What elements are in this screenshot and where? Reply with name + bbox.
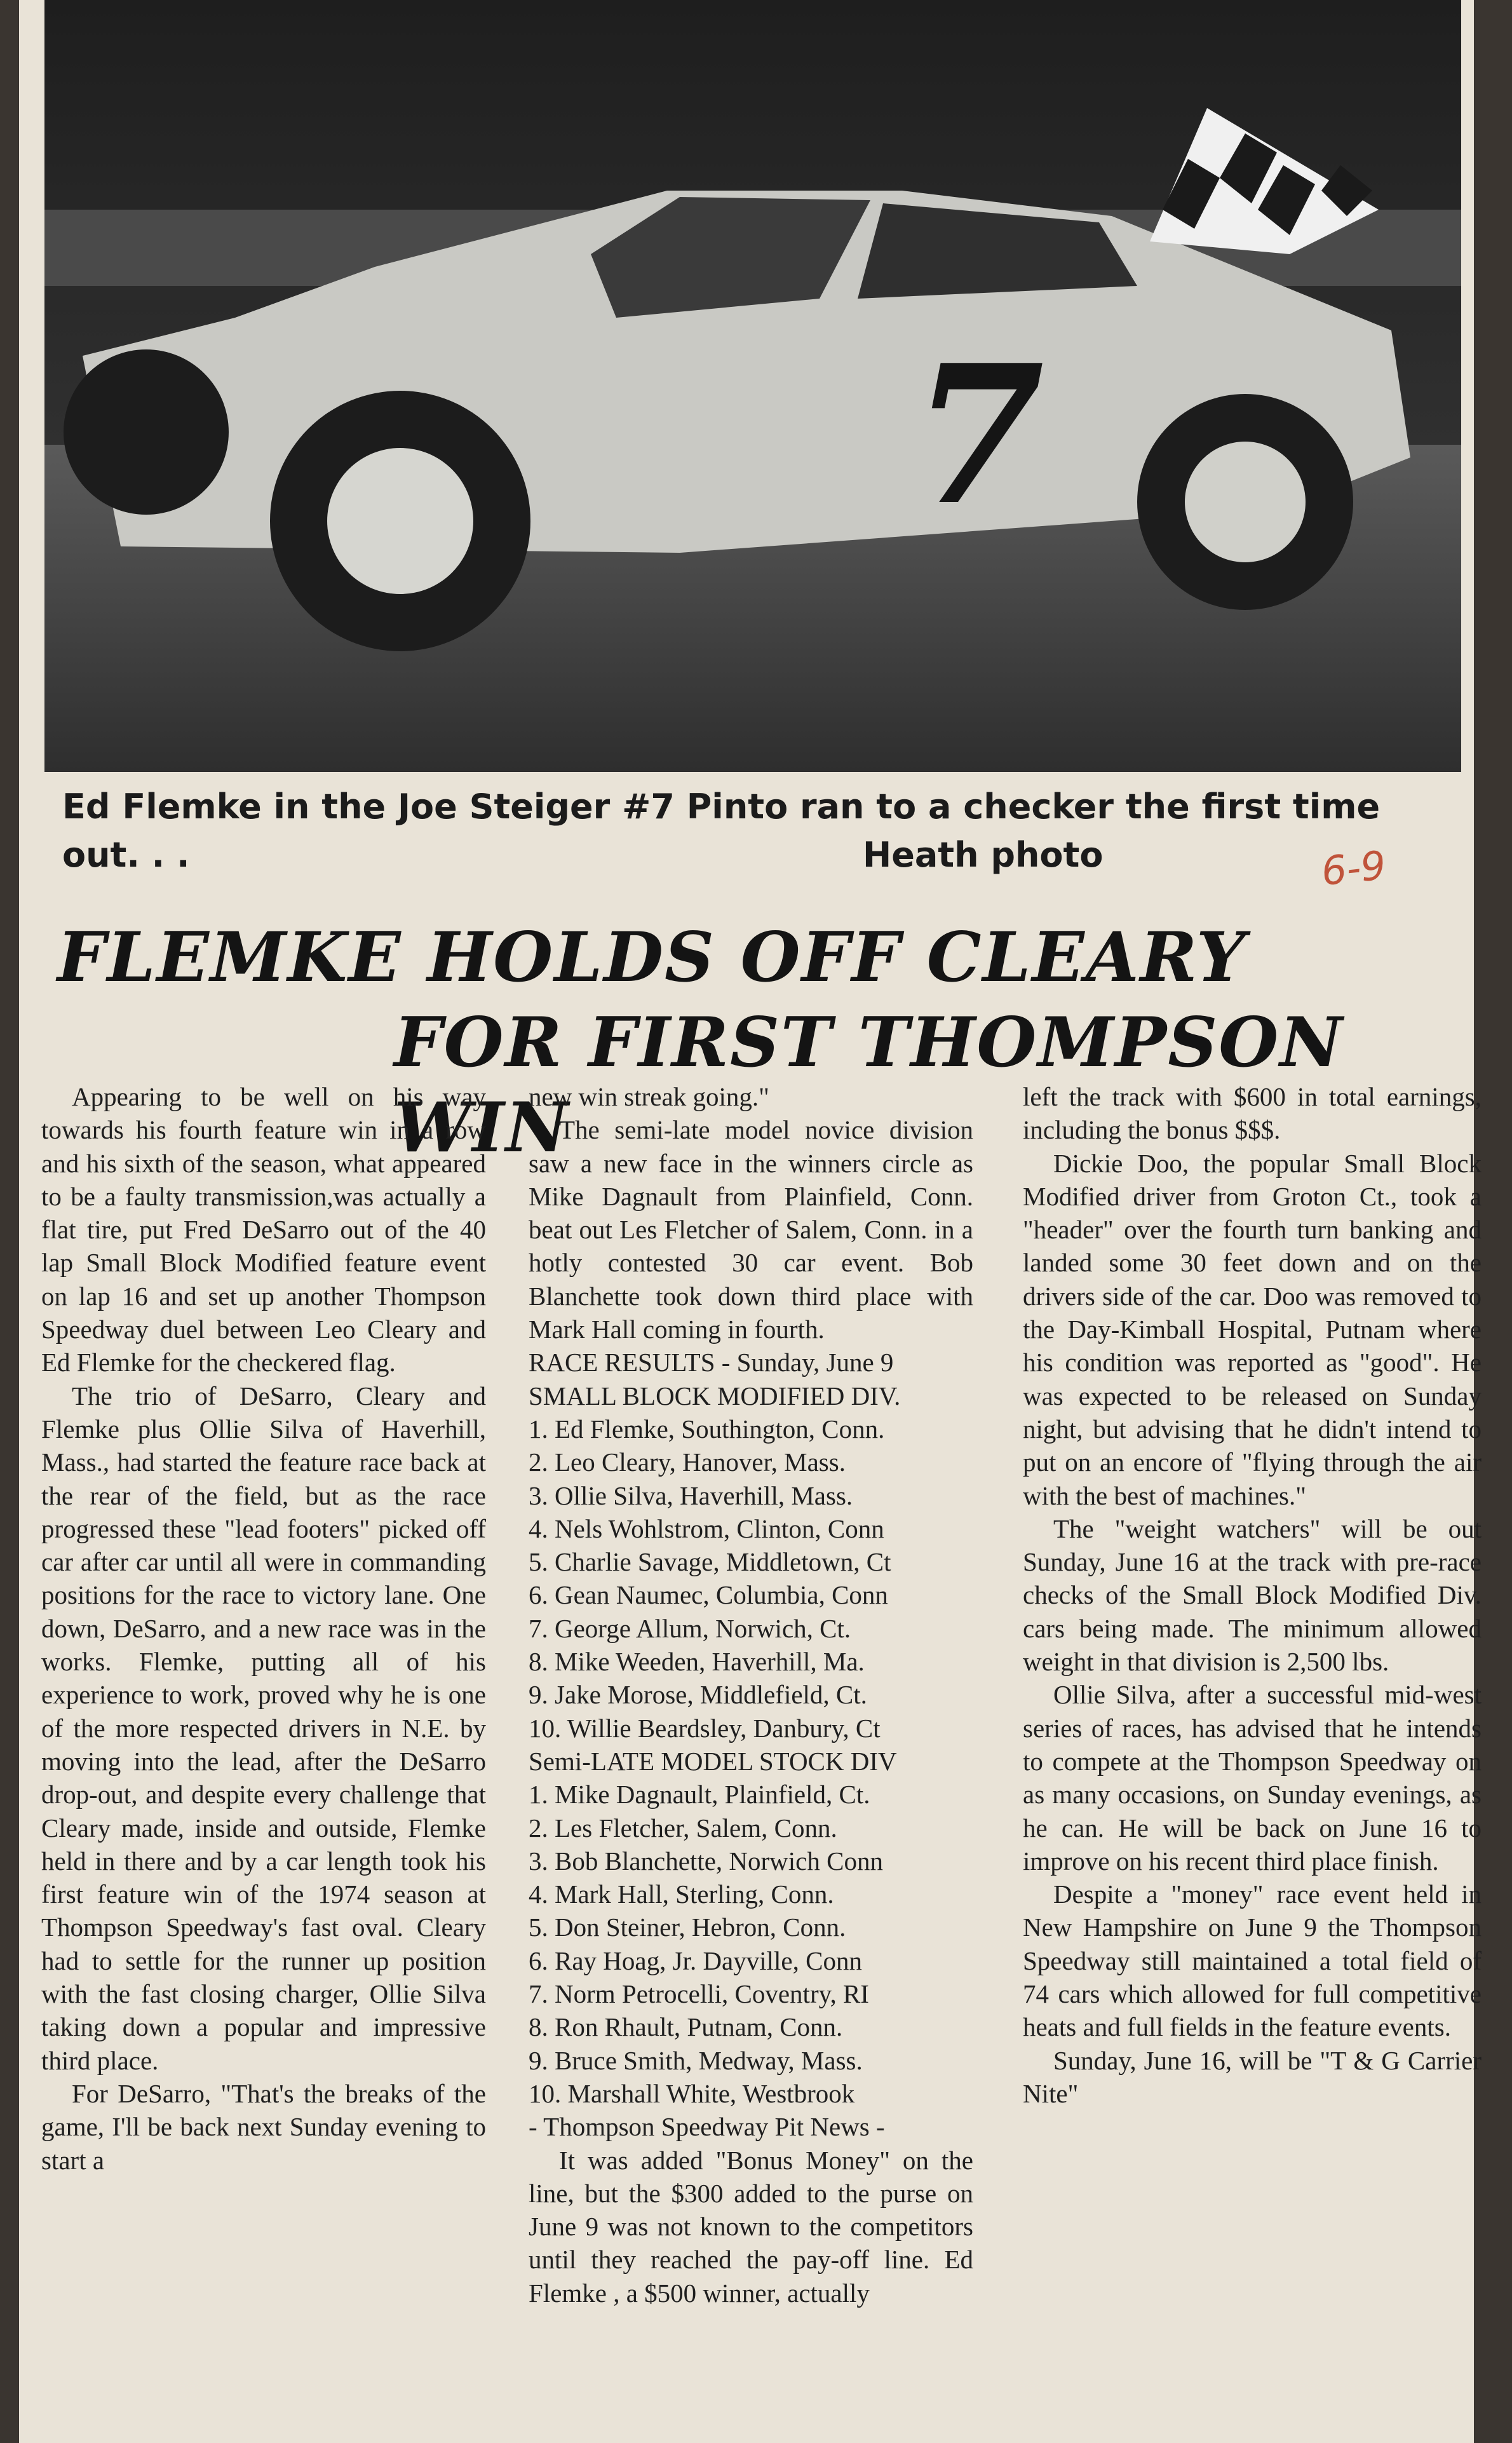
paragraph: left the track with $600 in total earnings, including the bonus $$$. (1023, 1082, 1482, 1145)
pit-news-heading: - Thompson Speedway Pit News - (529, 2112, 885, 2142)
result-row: 7. Norm Petrocelli, Coventry, RI (529, 1979, 869, 2009)
result-row: 10. Marshall White, Westbrook (529, 2078, 855, 2108)
paragraph: The semi-late model novice division saw a new face in the winners circle as Mike Dagnault from Plainfield, Conn. beat out Les Fletcher of Salem, Conn. in a hotly contested 30 car event. Bob Blanchette took down third place with Mark Hall coming in fourth. (529, 1115, 973, 1344)
newspaper-clipping (19, 0, 1482, 2443)
result-row: 7. George Allum, Norwich, Ct. (529, 1613, 851, 1643)
result-row: 6. Ray Hoag, Jr. Dayville, Conn (529, 1946, 862, 1975)
result-row: 3. Bob Blanchette, Norwich Conn (529, 1846, 883, 1876)
headline-line-2: FOR FIRST THOMPSON WIN (394, 1003, 1344, 1168)
result-row: 10. Willie Beardsley, Danbury, Ct (529, 1713, 881, 1743)
photo-caption (62, 783, 1384, 879)
car-number: 7 (912, 323, 1045, 547)
paragraph: The trio of DeSarro, Cleary and Flemke plus Ollie Silva of Haverhill, Mass., had started the feature race back at the rear of the field, but as the race progressed these "lead footers" picked off car after car until all were in commanding positions for the race to victory lane. One down, DeSarro, and a new race was in the works. Flemke, putting all of his experience to work, proved why he is one of the more respected drivers in N.E. by moving into the lead, after the DeSarro drop-out, and despite every challenge that Cleary made, inside and outside, Flemke held in there and by a car length took his first feature win of the 1974 season at Thompson Speedway's fast oval. Cleary had to settle for the runner up position with the fast closing charger, Ollie Silva taking down a popular and impressive third place. (41, 1381, 486, 2075)
paragraph: It was added "Bonus Money" on the line, but the $300 added to the purse on June 9 was not known to the competitors until they reached the pay-off line. Ed Flemke , a $500 winner, actually (529, 2145, 973, 2308)
result-row: 4. Mark Hall, Sterling, Conn. (529, 1879, 834, 1909)
paragraph: Sunday, June 16, will be "T & G Carrier Nite" (1023, 2045, 1482, 2108)
result-row: 1. Ed Flemke, Southington, Conn. (529, 1414, 885, 1444)
paragraph: new win streak going." (529, 1082, 769, 1111)
article-column-2 (529, 1080, 973, 2310)
caption-text: Ed Flemke in the Joe Steiger #7 Pinto ran to a checker the first time out. . . (62, 787, 1380, 875)
result-row: 2. Les Fletcher, Salem, Conn. (529, 1813, 837, 1843)
result-row: 8. Ron Rhault, Putnam, Conn. (529, 2012, 843, 2042)
result-row: 5. Don Steiner, Hebron, Conn. (529, 1912, 846, 1942)
result-row: 1. Mike Dagnault, Plainfield, Ct. (529, 1780, 870, 1810)
result-row: 9. Jake Morose, Middlefield, Ct. (529, 1680, 867, 1710)
semi-late-heading: Semi-LATE MODEL STOCK DIV (529, 1746, 897, 1776)
paragraph: Appearing to be well on his way towards his fourth feature win in a row and his sixth of the season, what appeared to be a faulty transmission,was actually a flat tire, put Fred DeSarro out of the 40 lap Small Block Modified feature event on lap 16 and set up another Thompson Speedway duel between Leo Cleary and Ed Flemke for the checkered flag. (41, 1082, 486, 1377)
small-block-heading: SMALL BLOCK MODIFIED DIV. (529, 1381, 901, 1411)
result-row: 9. Bruce Smith, Medway, Mass. (529, 2045, 863, 2075)
paragraph: Despite a "money" race event held in New Hampshire on June 9 the Thompson Speedway still maintained a total field of 74 cars which allowed for full competitive heats and full fields in the feature events. (1023, 1879, 1482, 2042)
results-heading: RACE RESULTS - Sunday, June 9 (529, 1348, 894, 1377)
handwritten-date: 6-9 (1319, 841, 1388, 895)
result-row: 2. Leo Cleary, Hanover, Mass. (529, 1447, 846, 1477)
result-row: 6. Gean Naumec, Columbia, Conn (529, 1580, 888, 1610)
paragraph: For DeSarro, "That's the breaks of the game, I'll be back next Sunday evening to start a (41, 2078, 486, 2175)
article-column-1 (41, 1080, 486, 2177)
paragraph: Ollie Silva, after a successful mid-west series of races, has advised that he intends to compete at the Thompson Speedway on as many occasions, on Sunday evenings, as he can. He will be back on June 16 to improve on his recent third place finish. (1023, 1680, 1482, 1876)
paragraph: Dickie Doo, the popular Small Block Modified driver from Groton Ct., took a "header" over the fourth turn banking and landed some 30 feet down and on the drivers side of the car. Doo was removed to the Day-Kimball Hospital, Putnam where his condition was reported as "good". He was expected to be released on Sunday night, but advising that he didn't intend to put on an encore of "flying through the air with the best of machines." (1023, 1148, 1482, 1510)
race-results (529, 1346, 973, 2143)
race-car-photo (44, 0, 1461, 772)
result-row: 4. Nels Wohlstrom, Clinton, Conn (529, 1513, 884, 1543)
result-row: 8. Mike Weeden, Haverhill, Ma. (529, 1647, 865, 1677)
article-column-3 (1023, 1080, 1482, 2110)
paragraph: The "weight watchers" will be out Sunday, June 16 at the track with pre-race checks of the Small Block Modified Div. cars being made. The minimum allowed weight in that division is 2,500 lbs. (1023, 1513, 1482, 1677)
photo-credit: Heath photo (863, 835, 1104, 875)
result-row: 3. Ollie Silva, Haverhill, Mass. (529, 1480, 853, 1510)
headline-line-1: FLEMKE HOLDS OFF CLEARY (57, 917, 1247, 998)
result-row: 5. Charlie Savage, Middletown, Ct (529, 1547, 891, 1577)
